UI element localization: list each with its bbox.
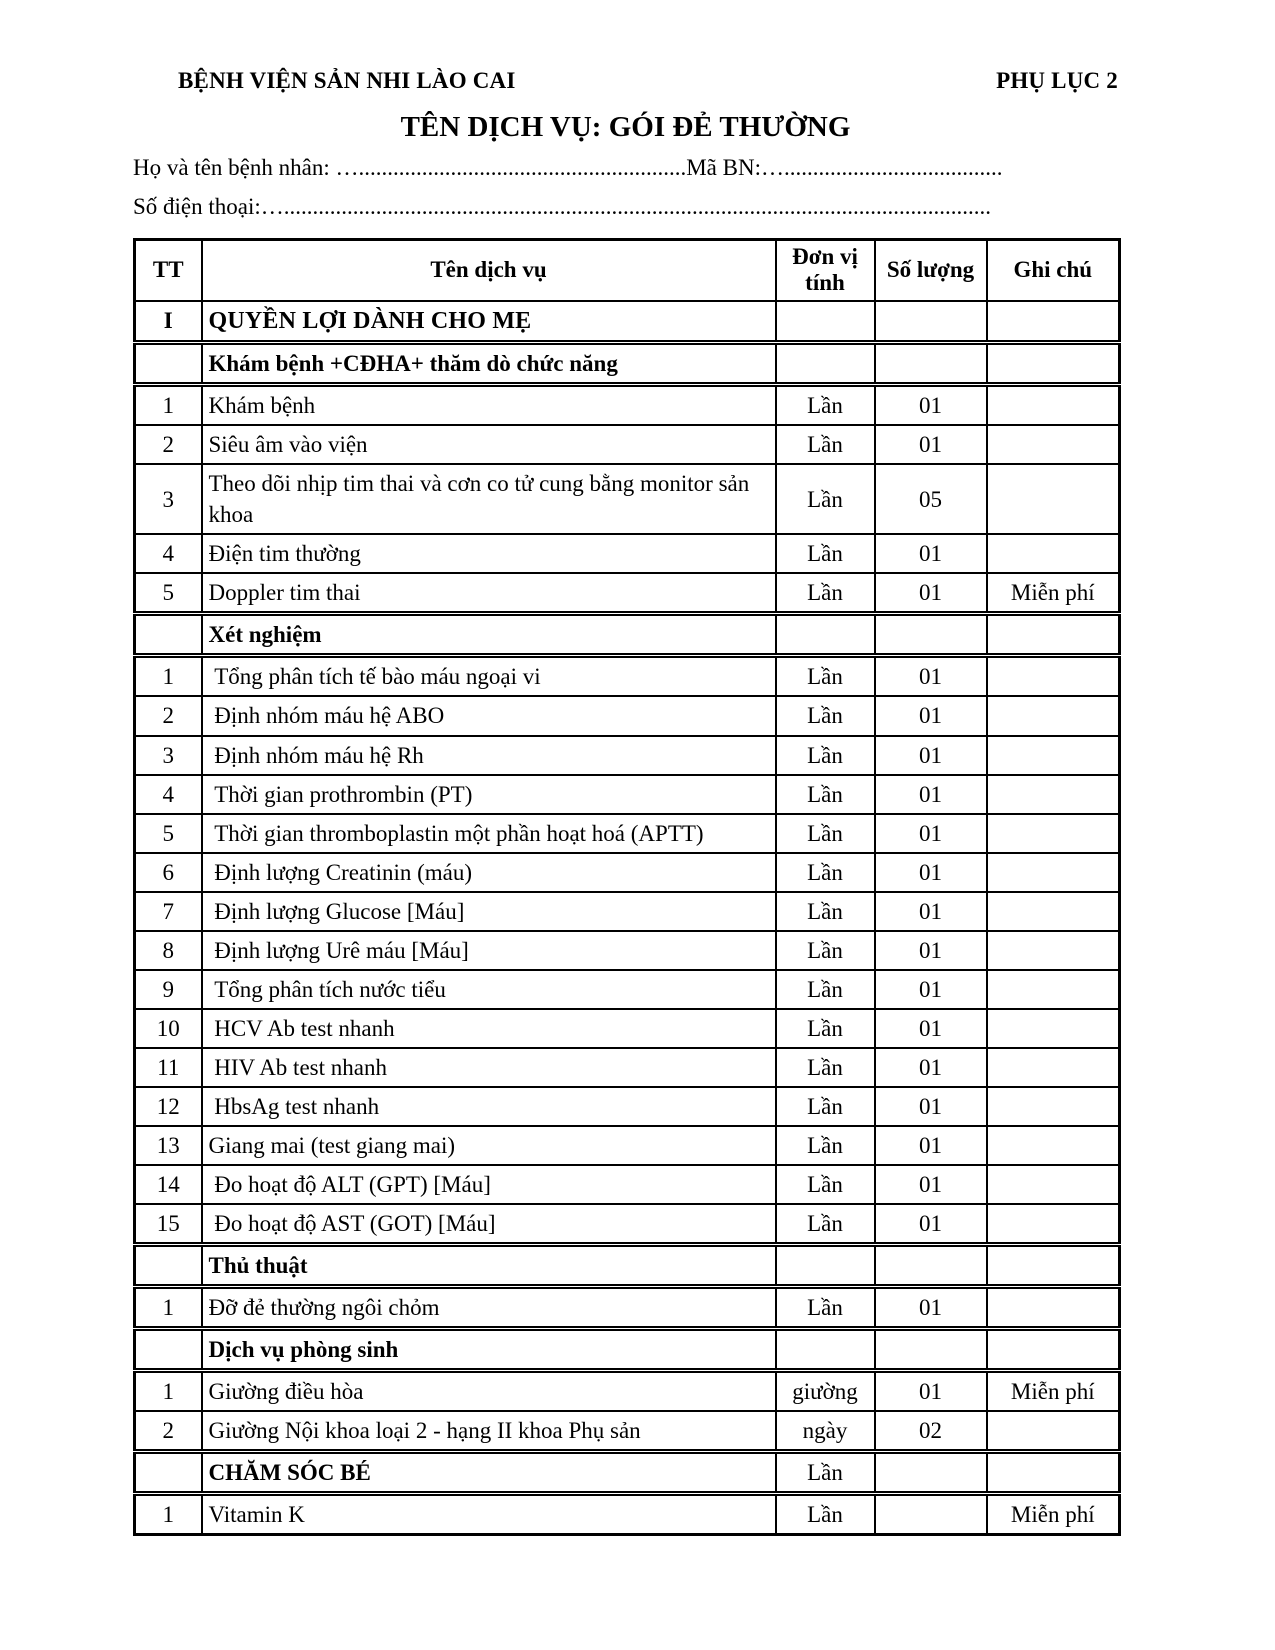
tt-cell xyxy=(135,614,202,656)
table-row xyxy=(135,1245,1120,1287)
table-row xyxy=(135,931,1120,970)
quantity-cell: 01 xyxy=(875,970,987,1009)
table-row xyxy=(135,1165,1120,1204)
quantity-cell: 01 xyxy=(875,1165,987,1204)
services-table xyxy=(133,238,1121,1537)
tt-cell: 1 xyxy=(135,1287,202,1329)
note-cell xyxy=(987,1009,1120,1048)
quantity-cell xyxy=(875,614,987,656)
tt-cell xyxy=(135,1452,202,1494)
table-row xyxy=(135,343,1120,385)
service-name-cell: Xét nghiệm xyxy=(202,614,776,656)
unit-cell xyxy=(776,301,875,343)
quantity-cell: 01 xyxy=(875,814,987,853)
service-name-cell: Tổng phân tích nước tiểu xyxy=(202,970,776,1009)
unit-cell: Lần xyxy=(776,534,875,573)
quantity-cell xyxy=(875,1452,987,1494)
page-title: TÊN DỊCH VỤ: GÓI ĐẺ THƯỜNG xyxy=(400,111,851,143)
table-row xyxy=(135,696,1120,735)
quantity-cell: 05 xyxy=(875,464,987,534)
table-row xyxy=(135,385,1120,426)
tt-cell: 4 xyxy=(135,775,202,814)
service-name-cell: Thời gian thromboplastin một phần hoạt hoá (APTT) xyxy=(202,814,776,853)
unit-cell: Lần xyxy=(776,696,875,735)
annex-label: PHỤ LỤC 2 xyxy=(996,68,1118,93)
table-row xyxy=(135,892,1120,931)
note-cell xyxy=(987,1048,1120,1087)
table-row xyxy=(135,1494,1120,1535)
table-row xyxy=(135,1329,1120,1371)
quantity-cell: 01 xyxy=(875,656,987,697)
table-row xyxy=(135,1048,1120,1087)
unit-cell xyxy=(776,614,875,656)
hospital-name: BỆNH VIỆN SẢN NHI LÀO CAI xyxy=(178,68,516,93)
quantity-cell xyxy=(875,1329,987,1371)
unit-cell: Lần xyxy=(776,1087,875,1126)
tt-cell: 2 xyxy=(135,425,202,464)
tt-cell: 2 xyxy=(135,696,202,735)
unit-cell: Lần xyxy=(776,1165,875,1204)
quantity-cell: 01 xyxy=(875,1371,987,1412)
note-cell xyxy=(987,892,1120,931)
unit-cell: Lần xyxy=(776,775,875,814)
service-name-cell: Dịch vụ phòng sinh xyxy=(202,1329,776,1371)
service-name-cell: Thời gian prothrombin (PT) xyxy=(202,775,776,814)
note-cell xyxy=(987,343,1120,385)
service-name-cell: Giường Nội khoa loại 2 - hạng II khoa Phụ sản xyxy=(202,1411,776,1452)
quantity-cell: 01 xyxy=(875,1009,987,1048)
note-cell xyxy=(987,425,1120,464)
tt-cell: 12 xyxy=(135,1087,202,1126)
table-row xyxy=(135,534,1120,573)
quantity-cell: 01 xyxy=(875,892,987,931)
table-row xyxy=(135,1087,1120,1126)
unit-cell: Lần xyxy=(776,814,875,853)
document-header xyxy=(133,68,1118,94)
table-row xyxy=(135,970,1120,1009)
note-cell: Miễn phí xyxy=(987,1371,1120,1412)
unit-cell: Lần xyxy=(776,736,875,775)
service-name-cell: Định lượng Creatinin (máu) xyxy=(202,853,776,892)
tt-cell: 13 xyxy=(135,1126,202,1165)
service-name-cell: Khám bệnh +CĐHA+ thăm dò chức năng xyxy=(202,343,776,385)
service-name-cell: HIV Ab test nhanh xyxy=(202,1048,776,1087)
note-cell xyxy=(987,1126,1120,1165)
tt-cell: 1 xyxy=(135,1371,202,1412)
tt-cell xyxy=(135,1329,202,1371)
note-cell xyxy=(987,464,1120,534)
service-name-cell: Siêu âm vào viện xyxy=(202,425,776,464)
service-name-cell: Điện tim thường xyxy=(202,534,776,573)
service-name-cell: Đo hoạt độ AST (GOT) [Máu] xyxy=(202,1204,776,1245)
column-header-unit: Đơn vị tính xyxy=(776,239,875,300)
tt-cell: 10 xyxy=(135,1009,202,1048)
table-row xyxy=(135,1009,1120,1048)
phone-line: Số điện thoại:…........................................................................................................................... xyxy=(133,193,992,219)
unit-cell: Lần xyxy=(776,853,875,892)
note-cell xyxy=(987,853,1120,892)
tt-cell: 3 xyxy=(135,736,202,775)
unit-cell: Lần xyxy=(776,1048,875,1087)
column-header-name: Tên dịch vụ xyxy=(202,239,776,300)
note-cell xyxy=(987,775,1120,814)
column-header-note: Ghi chú xyxy=(987,239,1120,300)
note-cell xyxy=(987,1411,1120,1452)
note-cell xyxy=(987,1087,1120,1126)
tt-cell: 1 xyxy=(135,385,202,426)
note-cell xyxy=(987,656,1120,697)
note-cell xyxy=(987,1204,1120,1245)
service-name-cell: Định lượng Glucose [Máu] xyxy=(202,892,776,931)
quantity-cell: 01 xyxy=(875,425,987,464)
unit-cell: Lần xyxy=(776,1287,875,1329)
service-name-cell: Đo hoạt độ ALT (GPT) [Máu] xyxy=(202,1165,776,1204)
note-cell xyxy=(987,1329,1120,1371)
service-name-cell: Doppler tim thai xyxy=(202,573,776,614)
patient-name-line: Họ và tên bệnh nhân: ….........................................................Mã BN:…...................................... xyxy=(133,155,1003,180)
table-row xyxy=(135,775,1120,814)
unit-cell: Lần xyxy=(776,931,875,970)
note-cell xyxy=(987,1165,1120,1204)
service-name-cell: CHĂM SÓC BÉ xyxy=(202,1452,776,1494)
note-cell xyxy=(987,931,1120,970)
service-name-cell: Giường điều hòa xyxy=(202,1371,776,1412)
unit-cell: Lần xyxy=(776,892,875,931)
unit-cell xyxy=(776,1245,875,1287)
table-header-row xyxy=(135,239,1120,300)
note-cell xyxy=(987,736,1120,775)
tt-cell: 2 xyxy=(135,1411,202,1452)
unit-cell xyxy=(776,343,875,385)
service-name-cell: Định lượng Urê máu [Máu] xyxy=(202,931,776,970)
note-cell xyxy=(987,970,1120,1009)
service-name-cell: Định nhóm máu hệ ABO xyxy=(202,696,776,735)
service-name-cell: Giang mai (test giang mai) xyxy=(202,1126,776,1165)
unit-cell: Lần xyxy=(776,1494,875,1535)
table-row xyxy=(135,464,1120,534)
table-row xyxy=(135,1204,1120,1245)
note-cell: Miễn phí xyxy=(987,573,1120,614)
tt-cell: 7 xyxy=(135,892,202,931)
service-name-cell: Khám bệnh xyxy=(202,385,776,426)
tt-cell: 15 xyxy=(135,1204,202,1245)
tt-cell xyxy=(135,1245,202,1287)
unit-cell: Lần xyxy=(776,1452,875,1494)
tt-cell: 1 xyxy=(135,656,202,697)
quantity-cell xyxy=(875,1245,987,1287)
quantity-cell xyxy=(875,301,987,343)
quantity-cell: 01 xyxy=(875,736,987,775)
tt-cell: 9 xyxy=(135,970,202,1009)
quantity-cell: 01 xyxy=(875,696,987,735)
column-header-tt: TT xyxy=(135,239,202,300)
tt-cell: 1 xyxy=(135,1494,202,1535)
table-row xyxy=(135,614,1120,656)
note-cell: Miễn phí xyxy=(987,1494,1120,1535)
table-row xyxy=(135,814,1120,853)
unit-cell: Lần xyxy=(776,385,875,426)
unit-cell: ngày xyxy=(776,1411,875,1452)
tt-cell: 6 xyxy=(135,853,202,892)
quantity-cell: 01 xyxy=(875,1087,987,1126)
quantity-cell: 01 xyxy=(875,775,987,814)
service-name-cell: HbsAg test nhanh xyxy=(202,1087,776,1126)
unit-cell: Lần xyxy=(776,573,875,614)
service-name-cell: Theo dõi nhịp tim thai và cơn co tử cung bằng monitor sản khoa xyxy=(202,464,776,534)
table-row xyxy=(135,1371,1120,1412)
unit-cell: Lần xyxy=(776,970,875,1009)
note-cell xyxy=(987,1245,1120,1287)
quantity-cell xyxy=(875,343,987,385)
quantity-cell: 01 xyxy=(875,931,987,970)
tt-cell xyxy=(135,343,202,385)
service-name-cell: QUYỀN LỢI DÀNH CHO MẸ xyxy=(202,301,776,343)
table-row xyxy=(135,425,1120,464)
table-row xyxy=(135,736,1120,775)
service-name-cell: HCV Ab test nhanh xyxy=(202,1009,776,1048)
quantity-cell: 01 xyxy=(875,1287,987,1329)
note-cell xyxy=(987,1287,1120,1329)
unit-cell: Lần xyxy=(776,656,875,697)
table-row xyxy=(135,1126,1120,1165)
quantity-cell: 02 xyxy=(875,1411,987,1452)
note-cell xyxy=(987,301,1120,343)
table-row xyxy=(135,1411,1120,1452)
tt-cell: 8 xyxy=(135,931,202,970)
unit-cell: Lần xyxy=(776,1009,875,1048)
note-cell xyxy=(987,385,1120,426)
tt-cell: 11 xyxy=(135,1048,202,1087)
note-cell xyxy=(987,534,1120,573)
table-row xyxy=(135,573,1120,614)
tt-cell: 3 xyxy=(135,464,202,534)
quantity-cell: 01 xyxy=(875,1048,987,1087)
table-row xyxy=(135,1287,1120,1329)
tt-cell: I xyxy=(135,301,202,343)
quantity-cell: 01 xyxy=(875,1126,987,1165)
unit-cell: Lần xyxy=(776,464,875,534)
column-header-qty: Số lượng xyxy=(875,239,987,300)
note-cell xyxy=(987,814,1120,853)
unit-cell: Lần xyxy=(776,1126,875,1165)
tt-cell: 5 xyxy=(135,814,202,853)
note-cell xyxy=(987,696,1120,735)
service-name-cell: Vitamin K xyxy=(202,1494,776,1535)
unit-cell: giường xyxy=(776,1371,875,1412)
tt-cell: 14 xyxy=(135,1165,202,1204)
table-row xyxy=(135,301,1120,343)
tt-cell: 5 xyxy=(135,573,202,614)
service-name-cell: Định nhóm máu hệ Rh xyxy=(202,736,776,775)
quantity-cell: 01 xyxy=(875,1204,987,1245)
note-cell xyxy=(987,1452,1120,1494)
quantity-cell xyxy=(875,1494,987,1535)
service-name-cell: Đỡ đẻ thường ngôi chỏm xyxy=(202,1287,776,1329)
table-row xyxy=(135,853,1120,892)
unit-cell xyxy=(776,1329,875,1371)
service-name-cell: Thủ thuật xyxy=(202,1245,776,1287)
quantity-cell: 01 xyxy=(875,534,987,573)
unit-cell: Lần xyxy=(776,425,875,464)
quantity-cell: 01 xyxy=(875,573,987,614)
note-cell xyxy=(987,614,1120,656)
quantity-cell: 01 xyxy=(875,853,987,892)
tt-cell: 4 xyxy=(135,534,202,573)
unit-cell: Lần xyxy=(776,1204,875,1245)
service-name-cell: Tổng phân tích tế bào máu ngoại vi xyxy=(202,656,776,697)
table-row xyxy=(135,1452,1120,1494)
quantity-cell: 01 xyxy=(875,385,987,426)
table-row xyxy=(135,656,1120,697)
